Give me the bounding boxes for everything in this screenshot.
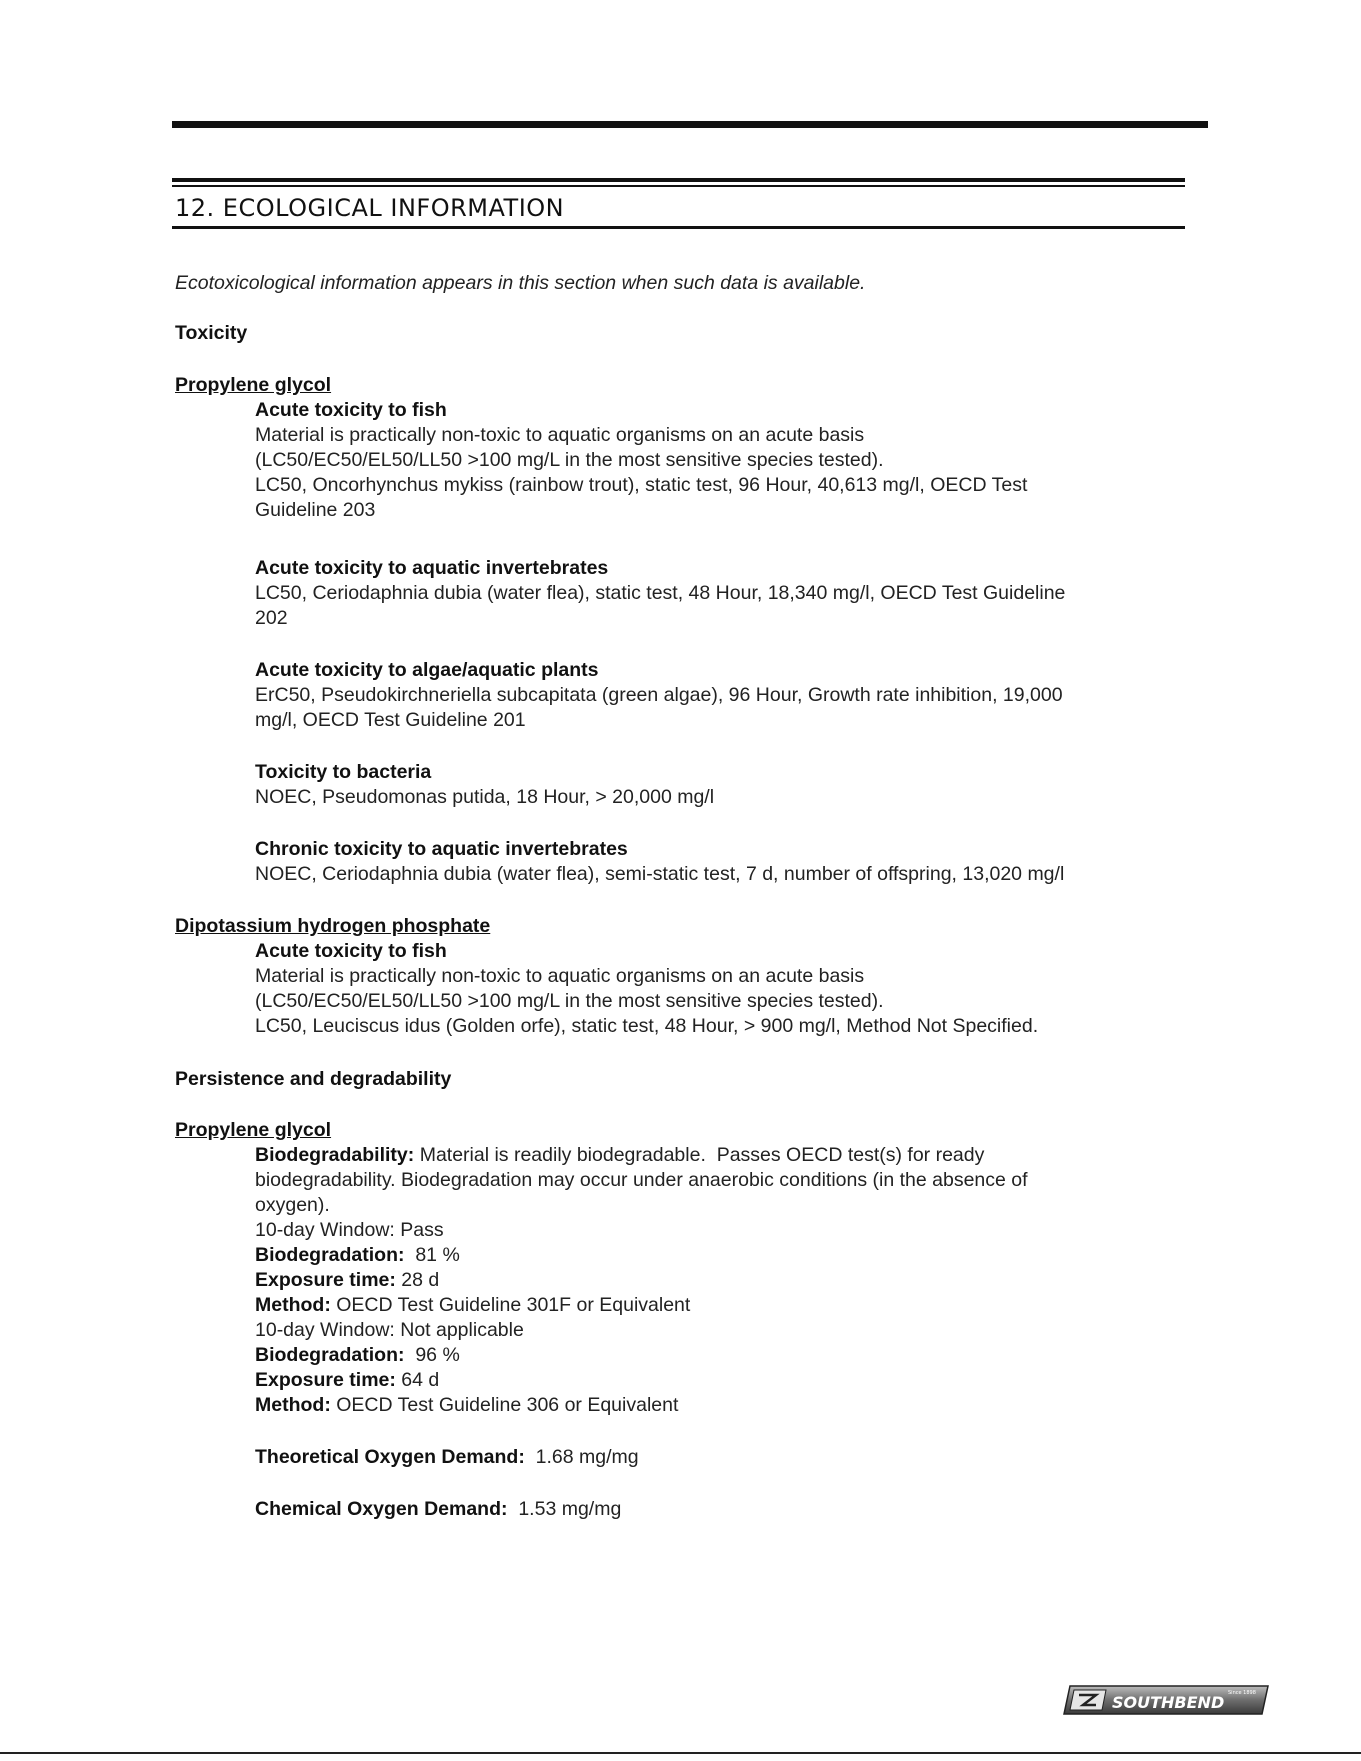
biodegradability-line (255, 1142, 984, 1168)
logo-since: Since 1898 (1228, 1690, 1256, 1696)
subheading-fish: Acute toxicity to fish (255, 399, 447, 421)
method-label: Method: (255, 1394, 331, 1416)
window-line: 10-day Window: Pass (255, 1219, 444, 1241)
exposure-line (255, 1367, 439, 1393)
substance-name: Propylene glycol (175, 374, 332, 396)
thod-value: 1.68 mg/mg (524, 1446, 639, 1468)
subheading-algae: Acute toxicity to algae/aquatic plants (255, 659, 599, 681)
text-line: NOEC, Ceriodaphnia dubia (water flea), semi-static test, 7 d, number of offspring, 13,020 mg/l (255, 863, 1065, 885)
exposure-value: 28 d (395, 1269, 440, 1291)
cod-label: Chemical Oxygen Demand: (255, 1498, 508, 1520)
method-line (255, 1292, 690, 1318)
text-line: LC50, Leuciscus idus (Golden orfe), static test, 48 Hour, > 900 mg/l, Method Not Specified. (255, 1015, 1039, 1037)
method-value: OECD Test Guideline 301F or Equivalent (330, 1294, 691, 1316)
southbend-logo (1060, 1684, 1272, 1716)
section-rule-top (172, 178, 1185, 182)
section-rule-bottom (172, 226, 1185, 229)
text-line: (LC50/EC50/EL50/LL50 >100 mg/L in the most sensitive species tested). (255, 449, 884, 471)
biodegradation-line (255, 1242, 460, 1268)
thod-label: Theoretical Oxygen Demand: (255, 1446, 525, 1468)
text-line: Guideline 203 (255, 499, 376, 521)
exposure-value: 64 d (395, 1369, 440, 1391)
text-line: mg/l, OECD Test Guideline 201 (255, 709, 526, 731)
text-line: 202 (255, 607, 288, 629)
text-line: Material is practically non-toxic to aquatic organisms on an acute basis (255, 424, 865, 446)
method-line (255, 1392, 678, 1418)
subheading-bacteria: Toxicity to bacteria (255, 761, 432, 783)
logo-text: SOUTHBEND (1112, 1693, 1225, 1712)
biodegradation-line (255, 1342, 460, 1368)
substance-name: Dipotassium hydrogen phosphate (175, 915, 491, 937)
thod-line (255, 1444, 639, 1470)
method-label: Method: (255, 1294, 331, 1316)
header-rule (172, 121, 1208, 128)
biodegradation-value: 96 % (404, 1344, 460, 1366)
window-line: 10-day Window: Not applicable (255, 1319, 524, 1341)
footer-rule (0, 1752, 1361, 1754)
subheading-invertebrates: Acute toxicity to aquatic invertebrates (255, 557, 609, 579)
text-line: oxygen). (255, 1194, 330, 1216)
exposure-line (255, 1267, 439, 1293)
exposure-label: Exposure time: (255, 1369, 396, 1391)
biodegradation-label: Biodegradation: (255, 1344, 405, 1366)
toxicity-heading: Toxicity (175, 322, 248, 344)
section-rule-top-thin (172, 185, 1185, 187)
cod-line (255, 1496, 621, 1522)
biodegradation-label: Biodegradation: (255, 1244, 405, 1266)
text-line: (LC50/EC50/EL50/LL50 >100 mg/L in the most sensitive species tested). (255, 990, 884, 1012)
subheading-chronic: Chronic toxicity to aquatic invertebrates (255, 838, 628, 860)
persistence-heading: Persistence and degradability (175, 1068, 452, 1090)
section-title: 12. ECOLOGICAL INFORMATION (175, 194, 565, 222)
section-intro: Ecotoxicological information appears in this section when such data is available. (175, 272, 866, 294)
text-line: NOEC, Pseudomonas putida, 18 Hour, > 20,000 mg/l (255, 786, 715, 808)
exposure-label: Exposure time: (255, 1269, 396, 1291)
text-line: LC50, Ceriodaphnia dubia (water flea), static test, 48 Hour, 18,340 mg/l, OECD Test Guideline (255, 582, 1066, 604)
cod-value: 1.53 mg/mg (507, 1498, 622, 1520)
subheading-fish: Acute toxicity to fish (255, 940, 447, 962)
biodegradation-value: 81 % (404, 1244, 460, 1266)
biodegradability-label: Biodegradability: (255, 1144, 415, 1166)
text-line: LC50, Oncorhynchus mykiss (rainbow trout), static test, 96 Hour, 40,613 mg/l, OECD Test (255, 474, 1028, 496)
biodegradability-text: Material is readily biodegradable. Passes OECD test(s) for ready (414, 1144, 985, 1166)
method-value: OECD Test Guideline 306 or Equivalent (330, 1394, 679, 1416)
text-line: Material is practically non-toxic to aquatic organisms on an acute basis (255, 965, 865, 987)
text-line: biodegradability. Biodegradation may occur under anaerobic conditions (in the absence of (255, 1169, 1028, 1191)
substance-name: Propylene glycol (175, 1119, 332, 1141)
text-line: ErC50, Pseudokirchneriella subcapitata (green algae), 96 Hour, Growth rate inhibition, 19,000 (255, 684, 1063, 706)
